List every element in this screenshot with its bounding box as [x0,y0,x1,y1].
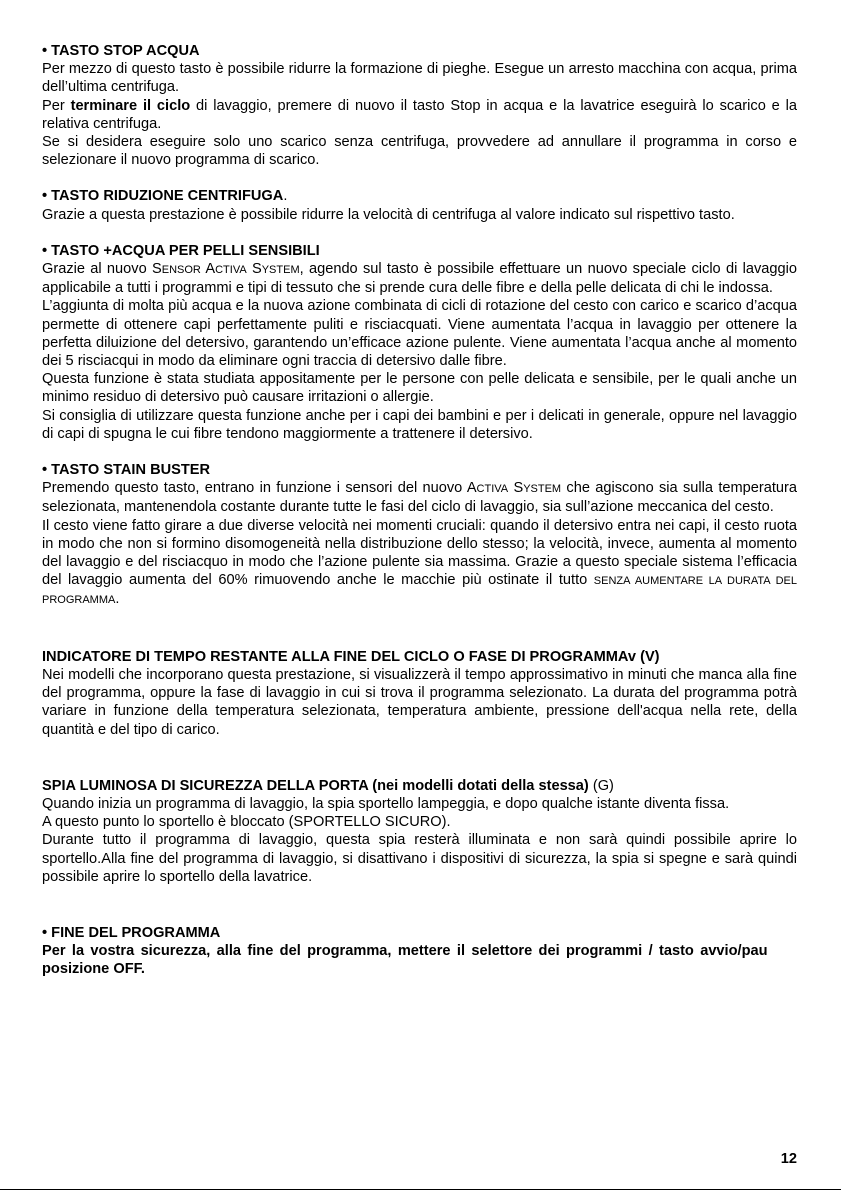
section-title: • TASTO +ACQUA PER PELLI SENSIBILI [42,242,320,259]
paragraph: Quando inizia un programma di lavaggio, la spia sportello lampeggia, e dopo qualche istante diventa fissa. [42,795,730,812]
text-run: . [115,591,120,608]
paragraph: Durante tutto il programma di lavaggio, questa spia resterà illuminata e non sarà quindi possibile aprire lo sportello.Alla fine del programma di lavaggio, si disattivano i dispositivi di sicurezza, la spia si spegne e sarà quindi possibile aprire lo sportello della lavatrice. [42,832,797,885]
section-title: • FINE DEL PROGRAMMA [42,924,221,941]
paragraph: A questo punto lo sportello è bloccato (SPORTELLO SICURO). [42,814,451,831]
section-spia-porta [42,777,797,886]
smallcaps-letter: S [152,261,162,278]
section-title [42,187,797,205]
title-text: • TASTO RIDUZIONE CENTRIFUGA [42,188,284,205]
title-suffix: . [283,188,288,205]
text-run: Il cesto viene fatto girare a due diverse velocità nei momenti cruciali: quando il detersivo entra nei capi, il cesto ruota in modo che non si formino disomogeneità nella distribuzione dello stesso; la velocità, invece, aumenta al momento del lavaggio e del risciacquo in modo che l’azione pulente sia massima. Grazie a questo speciale sistema l’efficacia del lavaggio aumenta del 60% rimuovendo anche le macchie più ostinate il tutto [42,517,797,589]
section-stain-buster [42,461,797,610]
paragraph: L’aggiunta di molta più acqua e la nuova azione combinata di cicli di rotazione del cesto con carico e scarico d’acqua permette di ottenere capi perfettamente puliti e risciacquati. Viene aumentata l’acqua in lavaggio per ottenere la perfetta diluizione del detersivo, garantendo un’efficace azione pulente. Viene aumentata l’acqua anche al momento dei 5 risciacqui in modo da eliminare ogni traccia di detersivo dalle fibre. [42,298,797,370]
paragraph [42,97,797,133]
smallcaps-rest: ENSOR [161,264,201,277]
section-tempo-restante [42,648,797,739]
section-fine-programma [42,924,797,979]
smallcaps-text: SENZA AUMENTARE LA DURATA DEL PROGRAMMA [42,575,797,607]
smallcaps-letter: A [205,261,216,278]
paragraph: Grazie a questa prestazione è possibile ridurre la velocità di centrifuga al valore indicato sul rispettivo tasto. [42,206,735,223]
smallcaps-rest: CTIVA [476,483,509,496]
bold-paragraph-line: Per la vostra sicurezza, alla fine del programma, mettere il selettore dei programmi / tasto avvio/pau [42,943,768,960]
section-title: INDICATORE DI TEMPO RESTANTE ALLA FINE DEL CICLO O FASE DI PROGRAMMAv (V) [42,648,660,665]
text-run: Premendo questo tasto, entrano in funzione i sensori del nuovo [42,480,467,497]
paragraph [42,517,797,610]
bottom-rule [0,1189,841,1190]
text-run: , agendo sul tasto è possibile effettuare un nuovo speciale ciclo di lavaggio applicabile a tutti i programmi e tipi di tessuto che si prende cura delle fibre e della pelle delicata di chi le indossa. [42,261,797,297]
section-pelli-sensibili [42,242,797,443]
smallcaps-letter: A [466,480,477,497]
page-number: 12 [780,1151,797,1167]
paragraph [42,479,797,516]
smallcaps-rest: CTIVA [215,264,247,277]
smallcaps-rest: YSTEM [523,483,562,496]
paragraph: Per mezzo di questo tasto è possibile ridurre la formazione di pieghe. Esegue un arresto macchina con acqua, prima dell’ultima centrifuga. [42,61,797,96]
section-stop-acqua [42,42,797,169]
title-suffix: (G) [588,777,614,794]
title-text: SPIA LUMINOSA DI SICUREZZA DELLA PORTA (nei modelli dotati della stessa) [42,777,589,794]
smallcaps-letter: S [251,261,262,278]
paragraph: Nei modelli che incorporano questa prestazione, si visualizzerà il tempo approssimativo in minuti che manca alla fine del programma, oppure la fase di lavaggio in cui si trova il programma selezionato. La durata del programma potrà variare in funzione della temperatura selezionata, temperatura ambiente, pressione dell'acqua nella rete, della quantità e del tipo di carico. [42,666,797,738]
bold-paragraph-line: posizione OFF. [42,961,145,978]
text-run: Grazie al nuovo [42,261,152,278]
paragraph: Si consiglia di utilizzare questa funzione anche per i capi dei bambini e per i delicati in generale, oppure nel lavaggio di capi di spugna le cui fibre tendono maggiormente a trattenere il detersivo. [42,407,797,442]
smallcaps-rest: YSTEM [261,264,300,277]
section-title: • TASTO STAIN BUSTER [42,462,211,479]
text-run: di lavaggio, premere di nuovo il tasto Stop in acqua e la lavatrice eseguirà lo scarico e la relativa centrifuga. [42,97,797,132]
paragraph [42,260,797,297]
text-run: Per [42,97,71,114]
section-riduzione-centrifuga [42,187,797,223]
smallcaps-letter: S [513,480,524,497]
section-title: • TASTO STOP ACQUA [42,43,200,59]
section-title [42,777,797,795]
paragraph: Se si desidera eseguire solo uno scarico senza centrifuga, provvedere ad annullare il programma in corso e selezionare il nuovo programma di scarico. [42,134,797,169]
bold-text: terminare il ciclo [70,97,191,114]
text-run: che agiscono sia sulla temperatura selezionata, mantenendola costante durante tutte le fasi del ciclo di lavaggio, sia sull’azione meccanica del cesto. [42,480,798,516]
manual-page [42,42,797,979]
paragraph: Questa funzione è stata studiata appositamente per le persone con pelle delicata e sensibile, per le quali anche un minimo residuo di detersivo può causare irritazioni o allergie. [42,371,797,406]
